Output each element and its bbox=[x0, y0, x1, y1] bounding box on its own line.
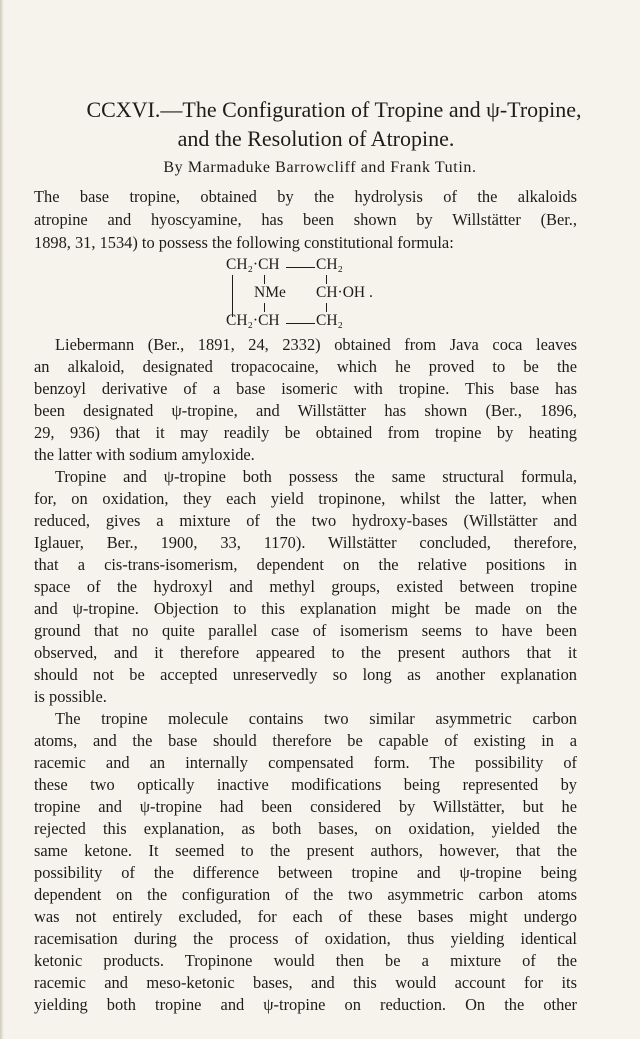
body-line: The base tropine, obtained by the hydrolysis of the alkaloids bbox=[34, 187, 577, 206]
body-line: reduced, gives a mixture of the two hydroxy-bases (Willstätter and bbox=[34, 511, 577, 530]
body-line: observed, and it therefore appeared to the present authors that it bbox=[34, 643, 577, 662]
formula-bottom-right: CH₂ bbox=[316, 312, 343, 329]
formula-bond bbox=[326, 303, 327, 312]
body-line: yielding both tropine and ψ-tropine on reduction. On the other bbox=[34, 995, 577, 1014]
formula-mid-right: CH·OH . bbox=[316, 284, 373, 301]
article-title-line-2: and the Resolution of Atropine. bbox=[177, 126, 455, 151]
body-line: dependent on the configuration of the two asymmetric carbon atoms bbox=[34, 885, 577, 904]
tropine-structural-formula bbox=[226, 256, 376, 336]
body-line: Tropine and ψ-tropine both possess the same structural formula, bbox=[55, 467, 577, 486]
body-line: 1898, 31, 1534) to possess the following constitutional formula: bbox=[34, 233, 454, 252]
body-line: same ketone. It seemed to the present authors, however, that the bbox=[34, 841, 577, 860]
body-line: for, on oxidation, they each yield tropinone, whilst the latter, when bbox=[34, 489, 577, 508]
formula-bond bbox=[286, 323, 315, 324]
page-edge-shadow bbox=[0, 0, 4, 1039]
body-line: ground that no quite parallel case of isomerism seems to have been bbox=[34, 621, 577, 640]
body-line: space of the hydroxyl and methyl groups, existed between tropine bbox=[34, 577, 577, 596]
formula-top-right: CH₂ bbox=[316, 256, 343, 273]
body-line: Iglauer, Ber., 1900, 33, 1170). Willstätter concluded, therefore, bbox=[34, 533, 577, 552]
body-line: was not entirely excluded, for each of these bases might undergo bbox=[34, 907, 577, 926]
article-byline: By Marmaduke Barrowcliff and Frank Tutin. bbox=[163, 159, 477, 176]
body-line: 29, 936) that it may readily be obtained from tropine by heating bbox=[34, 423, 577, 442]
body-line: atoms, and the base should therefore be capable of existing in a bbox=[34, 731, 577, 750]
body-line: is possible. bbox=[34, 687, 107, 706]
formula-bond bbox=[326, 275, 327, 284]
body-line: possibility of the difference between tropine and ψ-tropine being bbox=[34, 863, 577, 882]
body-line: the latter with sodium amyloxide. bbox=[34, 445, 255, 464]
body-line: racemic and an internally compensated form. The possibility of bbox=[34, 753, 577, 772]
article-title-line-1: CCXVI.—The Configuration of Tropine and ψ-Tropine, bbox=[86, 97, 582, 122]
body-line: that a cis-trans-isomerism, dependent on the relative positions in bbox=[34, 555, 577, 574]
formula-top-left: CH₂·CH bbox=[226, 256, 280, 273]
body-line: racemisation during the process of oxidation, thus yielding identical bbox=[34, 929, 577, 948]
formula-bond bbox=[264, 303, 265, 312]
body-line: and ψ-tropine. Objection to this explanation might be made on the bbox=[34, 599, 577, 618]
body-line: an alkaloid, designated tropacocaine, which he proved to be the bbox=[34, 357, 577, 376]
body-line: The tropine molecule contains two similar asymmetric carbon bbox=[55, 709, 577, 728]
formula-bridge-bond bbox=[232, 275, 233, 317]
body-line: should not be accepted unreservedly so long as another explanation bbox=[34, 665, 577, 684]
formula-bond bbox=[264, 275, 265, 284]
body-line: tropine and ψ-tropine had been considered by Willstätter, but he bbox=[34, 797, 577, 816]
body-line: these two optically inactive modifications being represented by bbox=[34, 775, 577, 794]
body-line: benzoyl derivative of a base isomeric with tropine. This base has bbox=[34, 379, 577, 398]
body-line: Liebermann (Ber., 1891, 24, 2332) obtained from Java coca leaves bbox=[55, 335, 577, 354]
formula-bottom-left: CH₂·CH bbox=[226, 312, 280, 329]
body-line: atropine and hyoscyamine, has been shown by Willstätter (Ber., bbox=[34, 210, 577, 229]
formula-mid-left: NMe bbox=[254, 284, 286, 301]
body-line: racemic and meso-ketonic bases, and this would account for its bbox=[34, 973, 577, 992]
formula-bond bbox=[286, 267, 315, 268]
body-line: ketonic products. Tropinone would then be a mixture of the bbox=[34, 951, 577, 970]
body-line: been designated ψ-tropine, and Willstätter has shown (Ber., 1896, bbox=[34, 401, 577, 420]
body-line: rejected this explanation, as both bases, on oxidation, yielded the bbox=[34, 819, 577, 838]
